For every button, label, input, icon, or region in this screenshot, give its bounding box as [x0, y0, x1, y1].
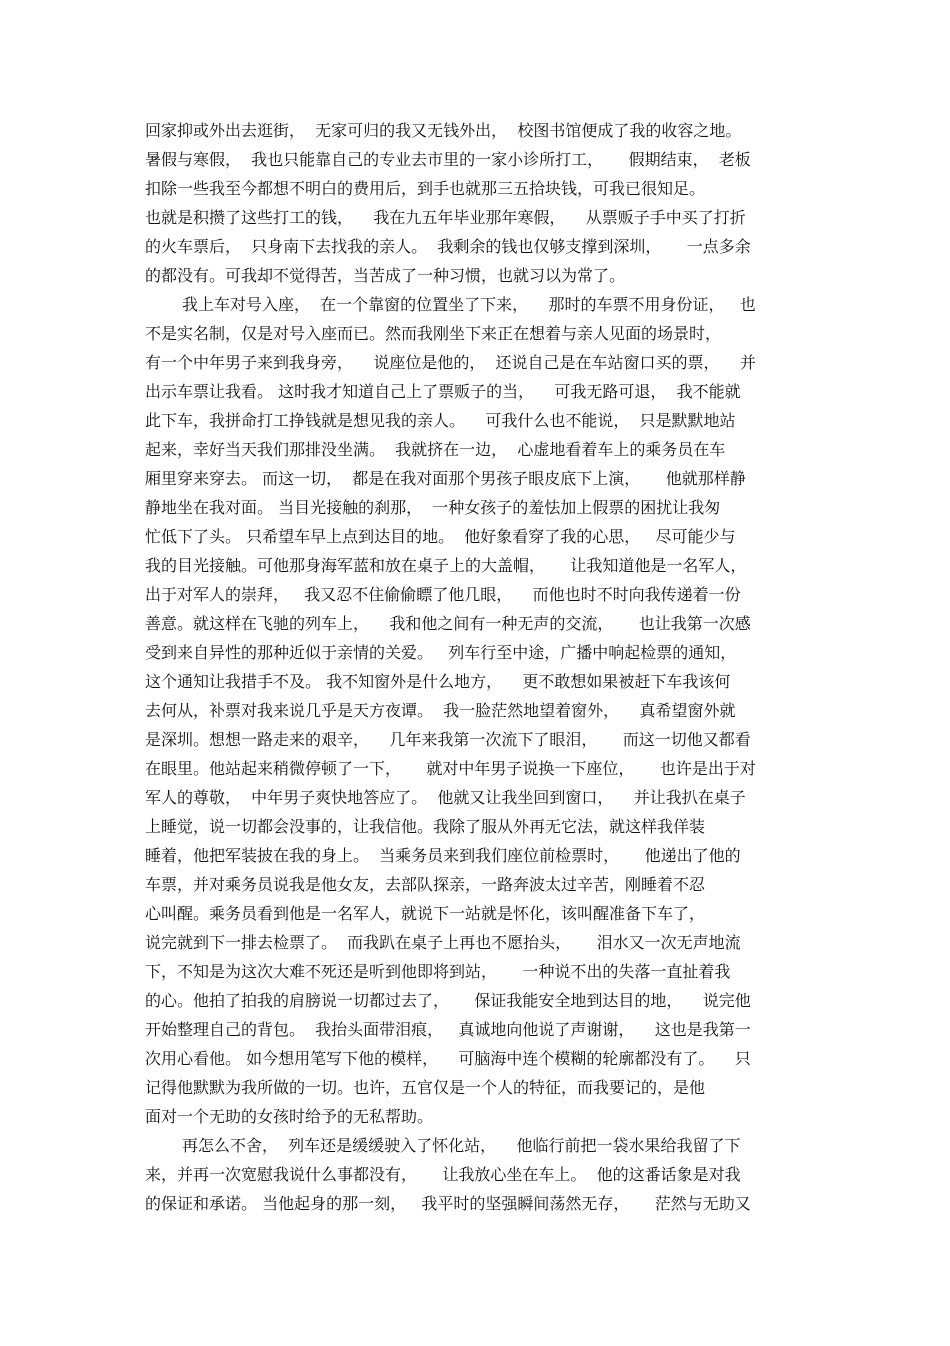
text-line: 的都没有。可我却不觉得苦，当苦成了一种习惯，也就习以为常了。: [145, 266, 626, 285]
text-line: 的保证和承诺。 当他起身的那一刻， 我平时的坚强瞬间荡然无存， 茫然与无助又: [145, 1194, 751, 1213]
text-line: 此下车，我拼命打工挣钱就是想见我的亲人。 可我什么也不能说， 只是默默地站: [145, 411, 736, 430]
text-line: 下，不知是为这次大难不死还是听到他即将到站， 一种说不出的失落一直扯着我: [145, 962, 731, 981]
text-line: 起来，幸好当天我们那排没坐满。 我就挤在一边， 心虚地看着车上的乘务员在车: [145, 440, 726, 459]
text-line: 有一个中年男子来到我身旁， 说座位是他的， 还说自己是在车站窗口买的票， 并: [145, 353, 756, 372]
text-line: 去何从，补票对我来说几乎是天方夜谭。 我一脸茫然地望着窗外， 真希望窗外就: [145, 701, 736, 720]
text-line: 在眼里。他站起来稍微停顿了一下， 就对中年男子说换一下座位， 也许是出于对: [145, 759, 756, 778]
text-line: 来，并再一次宽慰我说什么事都没有， 让我放心坐在车上。 他的这番话象是对我: [145, 1165, 741, 1184]
text-line: 这个通知让我措手不及。 我不知窗外是什么地方， 更不敢想如果被赶下车我该何: [145, 672, 731, 691]
text-line: 回家抑或外出去逛街， 无家可归的我又无钱外出， 校图书馆便成了我的收容之地。: [145, 121, 742, 140]
text-line: 不是实名制，仅是对号入座而已。然而我刚坐下来正在想着与亲人见面的场景时，: [145, 324, 722, 343]
text-line: 善意。就这样在飞驰的列车上， 我和他之间有一种无声的交流， 也让我第一次感: [145, 614, 751, 633]
text-line: 我上车对号入座， 在一个靠窗的位置坐了下来， 那时的车票不用身份证， 也: [182, 295, 756, 314]
text-line: 的火车票后， 只身南下去找我的亲人。 我剩余的钱也仅够支撑到深圳， 一点多余: [145, 237, 751, 256]
text-line: 说完就到下一排去检票了。 而我趴在桌子上再也不愿抬头， 泪水又一次无声地流: [145, 933, 741, 952]
text-line: 忙低下了头。 只希望车早上点到达目的地。 他好象看穿了我的心思， 尽可能少与: [145, 527, 736, 546]
text-line: 静地坐在我对面。 当目光接触的刹那， 一种女孩子的羞怯加上假票的困扰让我匆: [145, 498, 721, 517]
text-line: 上睡觉，说一切都会没事的，让我信他。我除了服从外再无它法，就这样我佯装: [145, 817, 706, 836]
text-line: 也就是积攒了这些打工的钱， 我在九五年毕业那年寒假， 从票贩子手中买了打折: [145, 208, 746, 227]
text-line: 出示车票让我看。 这时我才知道自己上了票贩子的当， 可我无路可退， 我不能就: [145, 382, 741, 401]
text-line: 开始整理自己的背包。 我抬头面带泪痕， 真诚地向他说了声谢谢， 这也是我第一: [145, 1020, 751, 1039]
text-line: 心叫醒。乘务员看到他是一名军人，就说下一站就是怀化，该叫醒准备下车了，: [145, 904, 706, 923]
text-line: 受到来自异性的那种近似于亲情的关爱。 列车行至中途，广播中响起检票的通知，: [145, 643, 737, 662]
text-line: 次用心看他。 如今想用笔写下他的模样， 可脑海中连个模糊的轮廓都没有了。 只: [145, 1049, 751, 1068]
text-line: 是深圳。想想一路走来的艰辛， 几年来我第一次流下了眼泪， 而这一切他又都看: [145, 730, 751, 749]
text-line: 的心。他拍了拍我的肩膀说一切都过去了， 保证我能安全地到达目的地， 说完他: [145, 991, 751, 1010]
body-text: [145, 116, 815, 1218]
text-line: 暑假与寒假， 我也只能靠自己的专业去市里的一家小诊所打工， 假期结束， 老板: [145, 150, 751, 169]
text-line: 再怎么不舍， 列车还是缓缓驶入了怀化站， 他临行前把一袋水果给我留了下: [182, 1136, 741, 1155]
text-line: 车票，并对乘务员说我是他女友，去部队探亲，一路奔波太过辛苦，刚睡着不忍: [145, 875, 706, 894]
text-line: 厢里穿来穿去。 而这一切， 都是在我对面那个男孩子眼皮底下上演， 他就那样静: [145, 469, 746, 488]
text-line: 面对一个无助的女孩时给予的无私帮助。: [145, 1107, 434, 1126]
text-line: 我的目光接触。可他那身海军蓝和放在桌子上的大盖帽， 让我知道他是一名军人，: [145, 556, 747, 575]
text-line: 扣除一些我至今都想不明白的费用后，到手也就那三五拾块钱，可我已很知足。: [145, 179, 706, 198]
text-line: 记得他默默为我所做的一切。也许，五官仅是一个人的特征，而我要记的，是他: [145, 1078, 706, 1097]
text-line: 军人的尊敬， 中年男子爽快地答应了。 他就又让我坐回到窗口， 并让我扒在桌子: [145, 788, 746, 807]
text-line: 出于对军人的崇拜， 我又忍不住偷偷瞟了他几眼， 而他也时不时向我传递着一份: [145, 585, 741, 604]
text-line: 睡着，他把军装披在我的身上。 当乘务员来到我们座位前检票时， 他递出了他的: [145, 846, 741, 865]
